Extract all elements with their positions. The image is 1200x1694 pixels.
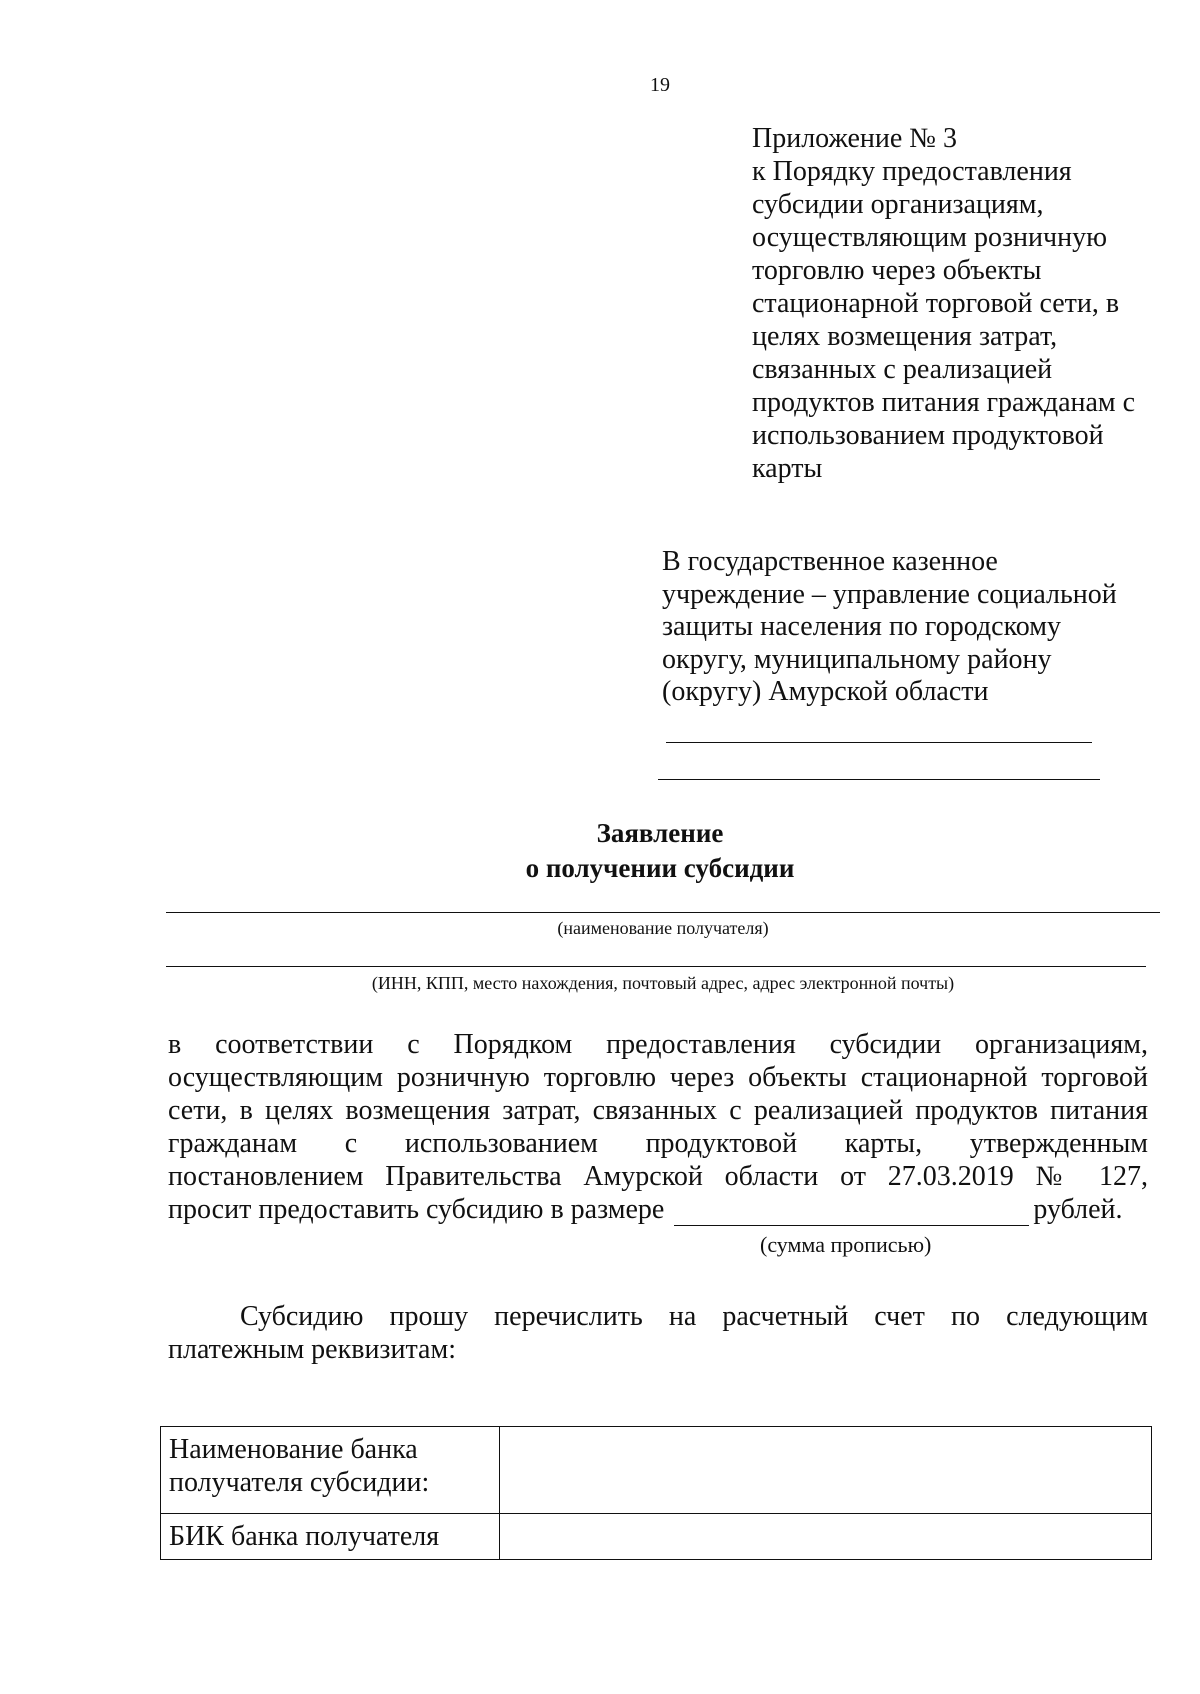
annex-line: стационарной торговой сети, в (752, 288, 1120, 319)
annex-line: субсидии организациям, (752, 189, 1044, 220)
bank-name-label-line-1: Наименование банка (169, 1434, 418, 1465)
amount-suffix: рублей. (1033, 1194, 1123, 1225)
body-line: в соответствии с Порядком предоставления субсидии организациям, (168, 1029, 1148, 1060)
title-line-2: о получении субсидии (525, 853, 795, 883)
recipient-details-line[interactable] (166, 966, 1146, 967)
annex-line: осуществляющим розничную (752, 222, 1108, 253)
document-title (0, 816, 1200, 886)
amount-line (168, 1193, 1148, 1226)
amount-prefix: просит предоставить субсидию в размере (168, 1194, 665, 1225)
table-label-cell (161, 1427, 500, 1514)
payment-line-2: платежным реквизитам: (168, 1334, 456, 1365)
body-line: сети, в целях возмещения затрат, связанных с реализацией продуктов питания (168, 1095, 1148, 1126)
addressee-line: В государственное казенное (662, 546, 998, 577)
annex-line: карты (752, 453, 823, 484)
annex-line: торговлю через объекты (752, 255, 1042, 286)
addressee-block (662, 546, 1142, 709)
table-row (161, 1427, 1152, 1514)
recipient-name-caption: (наименование получателя) (557, 918, 769, 938)
addressee-line: защиты населения по городскому (662, 611, 1061, 642)
amount-field[interactable] (674, 1199, 1029, 1226)
annex-line: продуктов питания гражданам с (752, 387, 1136, 418)
bank-name-label-line-2: получателя субсидии: (169, 1467, 430, 1498)
bank-details-table (160, 1426, 1152, 1560)
recipient-details-caption: (ИНН, КПП, место нахождения, почтовый адрес, адрес электронной почты) (371, 973, 955, 993)
body-line: гражданам с использованием продуктовой карты, утвержденным (168, 1128, 1148, 1159)
payment-paragraph (168, 1300, 1148, 1366)
bank-name-value-cell[interactable] (500, 1427, 1152, 1514)
body-paragraph (168, 1028, 1148, 1226)
table-label-cell (161, 1514, 500, 1560)
annex-line: Приложение № 3 (752, 123, 957, 154)
body-line: осуществляющим розничную торговлю через объекты стационарной торговой (168, 1062, 1148, 1093)
addressee-line: учреждение – управление социальной (662, 578, 1117, 610)
addressee-blank-line-2[interactable] (658, 779, 1100, 780)
payment-line-1: Субсидию прошу перечислить на расчетный счет по следующим (240, 1301, 1148, 1332)
bik-value-cell[interactable] (500, 1514, 1152, 1560)
annex-line: использованием продуктовой (752, 420, 1104, 451)
annex-header (752, 122, 1182, 485)
table-row (161, 1514, 1152, 1560)
addressee-line: (округу) Амурской области (662, 676, 989, 707)
addressee-line: округу, муниципальному району (662, 643, 1052, 675)
annex-line: к Порядку предоставления (752, 156, 1072, 187)
bik-label: БИК банка получателя (169, 1521, 440, 1552)
page-number: 19 (650, 74, 670, 96)
body-line: постановлением Правительства Амурской области от 27.03.2019 № 127, (168, 1161, 1148, 1192)
annex-line: целях возмещения затрат, (752, 321, 1058, 352)
addressee-blank-line-1[interactable] (666, 742, 1092, 743)
title-line-1: Заявление (596, 818, 724, 848)
amount-words-caption: (сумма прописью) (760, 1232, 932, 1257)
annex-line: связанных с реализацией (752, 354, 1053, 385)
recipient-name-line[interactable] (166, 912, 1160, 913)
